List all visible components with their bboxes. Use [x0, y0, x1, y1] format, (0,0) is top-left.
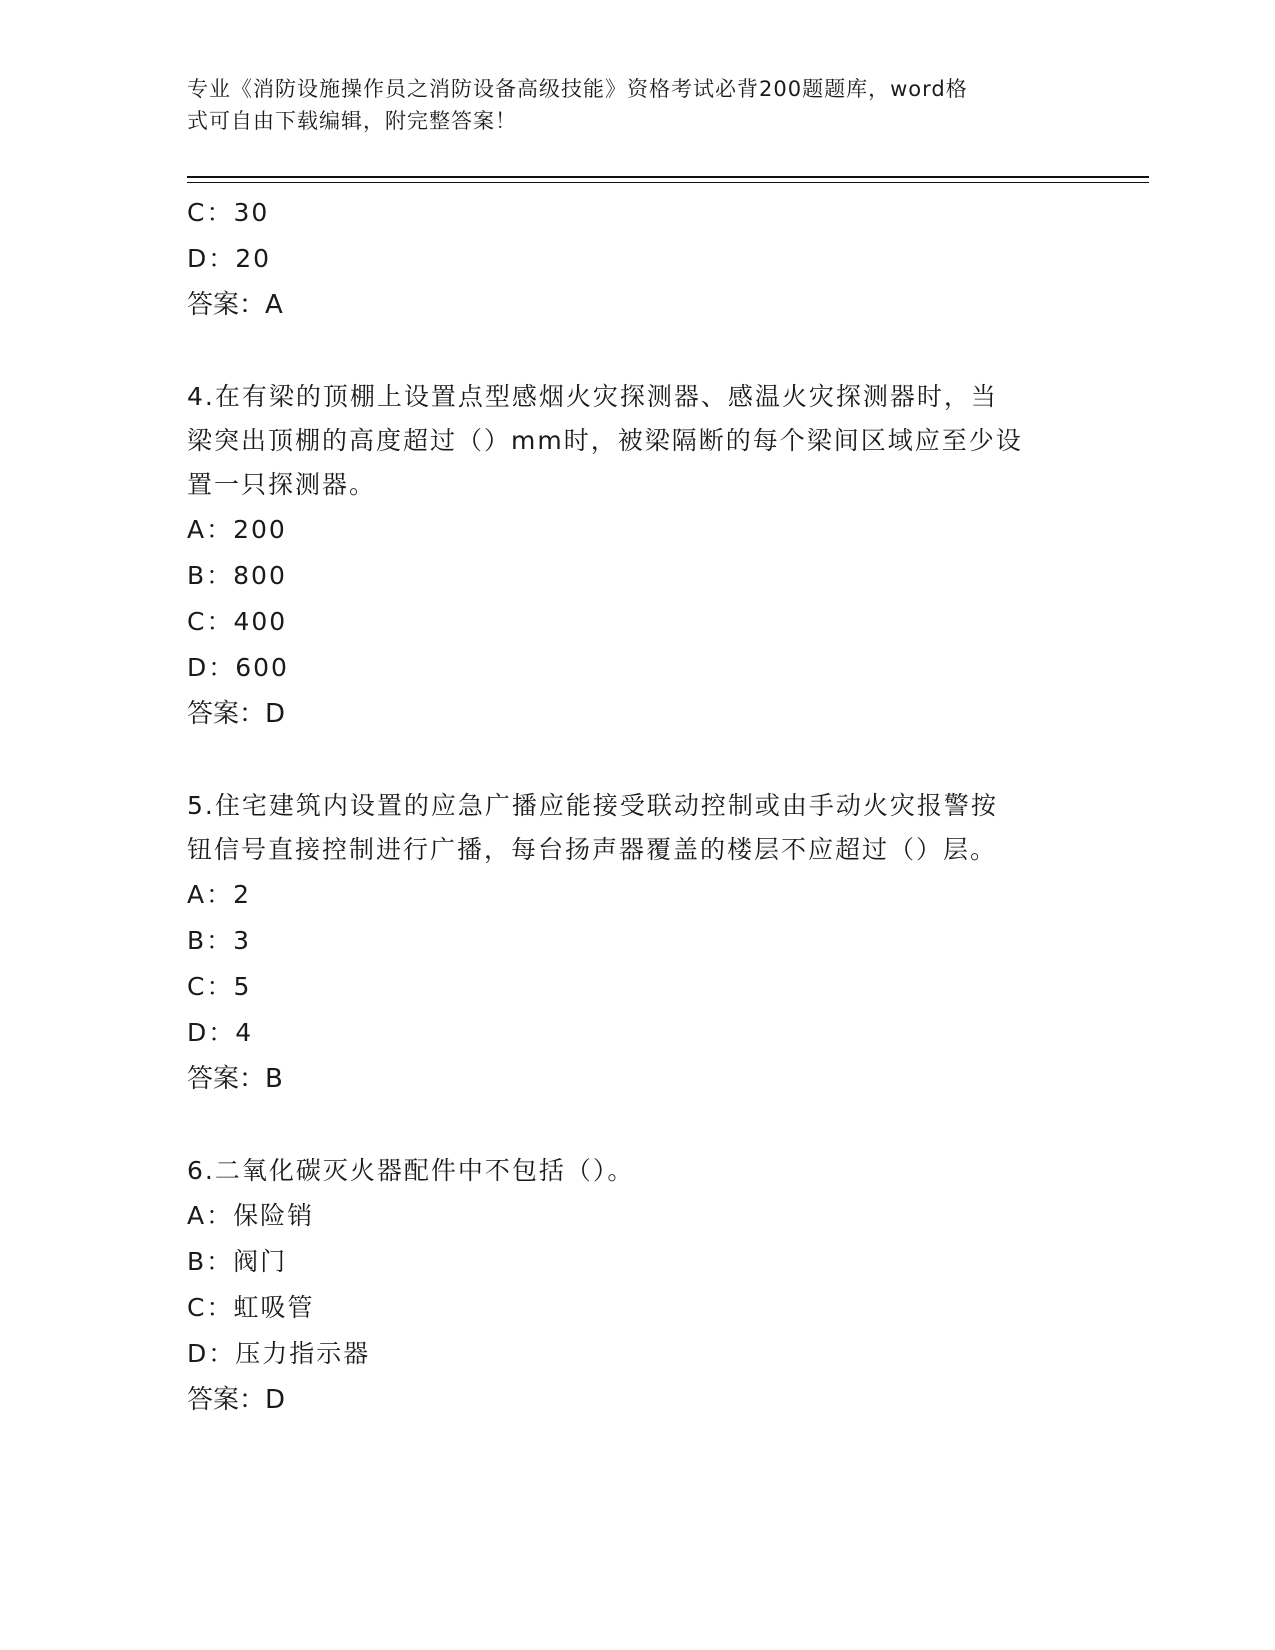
question-4-option-b: B：800: [187, 561, 287, 590]
header-divider-thick: [187, 176, 1149, 178]
question-5-option-a: A：2: [187, 880, 252, 909]
question-6-option-d: D：压力指示器: [187, 1339, 371, 1368]
header-divider-thin: [187, 182, 1149, 183]
question-3-answer: 答案：A: [187, 290, 283, 320]
question-5-option-c: C：5: [187, 972, 252, 1001]
question-6-option-c: C：虹吸管: [187, 1293, 315, 1322]
question-4-option-d: D：600: [187, 653, 289, 682]
question-5-option-b: B：3: [187, 926, 252, 955]
question-list: [187, 190, 1067, 1423]
question-4: [187, 373, 1067, 737]
question-4-line-1: 4.在有梁的顶棚上设置点型感烟火灾探测器、感温火灾探测器时，当: [187, 382, 998, 411]
question-6-line-1: 6.二氧化碳灭火器配件中不包括（）。: [187, 1156, 635, 1185]
header-line-1: 专业《消防设施操作员之消防设备高级技能》资格考试必背200题题库，word格: [187, 77, 968, 101]
question-6-text: [187, 1147, 1067, 1193]
question-5-answer: 答案：B: [187, 1064, 283, 1094]
question-4-line-2: 梁突出顶棚的高度超过（）mm时，被梁隔断的每个梁间区域应至少设: [187, 426, 1023, 455]
question-4-option-c: C：400: [187, 607, 288, 636]
question-5-option-d: D：4: [187, 1018, 254, 1047]
question-5-line-1: 5.住宅建筑内设置的应急广播应能接受联动控制或由手动火灾报警按: [187, 791, 998, 820]
question-5-text: [187, 782, 1067, 872]
question-5-line-2: 钮信号直接控制进行广播，每台扬声器覆盖的楼层不应超过（）层。: [187, 835, 998, 864]
question-4-line-3: 置一只探测器。: [187, 470, 377, 499]
question-5: [187, 782, 1067, 1102]
question-6-option-b: B：阀门: [187, 1247, 288, 1276]
document-header: [187, 73, 1067, 137]
header-line-2: 式可自由下载编辑，附完整答案！: [187, 109, 517, 133]
question-4-answer: 答案：D: [187, 699, 286, 729]
question-4-option-a: A：200: [187, 515, 287, 544]
question-3-option-d: D：20: [187, 244, 272, 273]
question-6-option-a: A：保险销: [187, 1201, 315, 1230]
question-6-answer: 答案：D: [187, 1385, 286, 1415]
question-3-option-c: C：30: [187, 198, 270, 227]
question-4-text: [187, 373, 1067, 507]
question-6: [187, 1147, 1067, 1423]
question-3-tail: [187, 190, 1067, 328]
